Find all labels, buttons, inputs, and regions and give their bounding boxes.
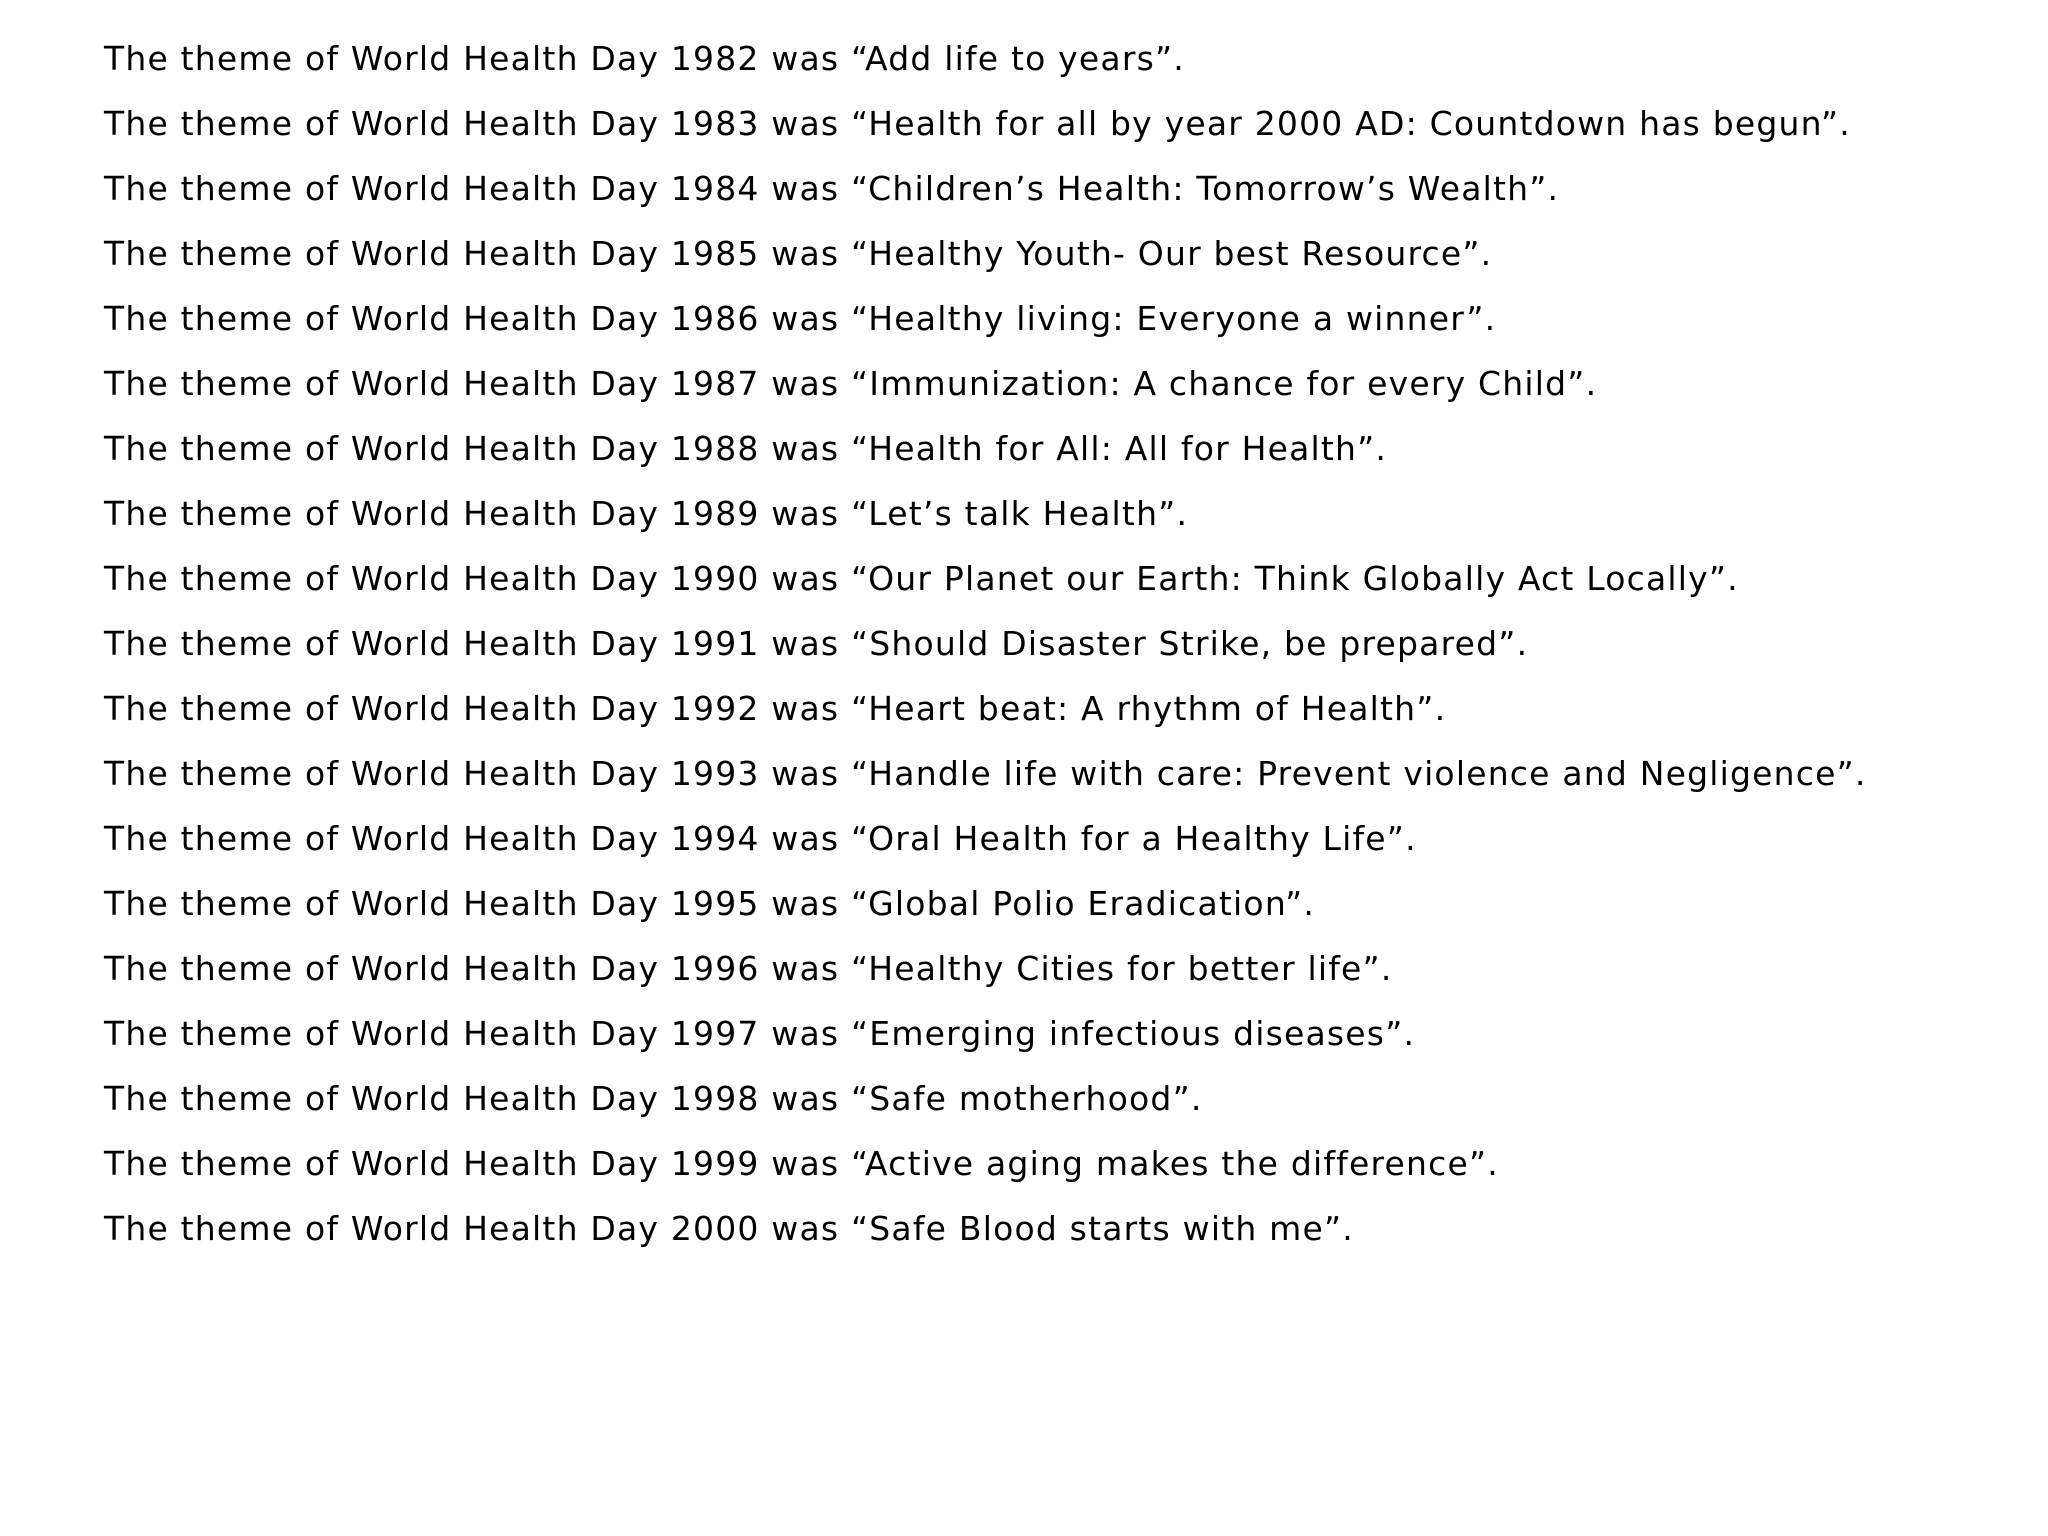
paragraph: The theme of World Health Day 1998 was “Safe motherhood”. xyxy=(104,1079,1203,1118)
paragraph: The theme of World Health Day 1991 was “Should Disaster Strike, be prepared”. xyxy=(104,624,1529,663)
document-body xyxy=(104,36,1980,1271)
paragraph: The theme of World Health Day 1987 was “Immunization: A chance for every Child”. xyxy=(104,364,1598,403)
paragraph: The theme of World Health Day 1997 was “Emerging infectious diseases”. xyxy=(104,1014,1416,1053)
paragraph: The theme of World Health Day 1984 was “Children’s Health: Tomorrow’s Wealth”. xyxy=(104,169,1560,208)
paragraph: The theme of World Health Day 1982 was “Add life to years”. xyxy=(104,39,1185,78)
paragraph: The theme of World Health Day 1986 was “Healthy living: Everyone a winner”. xyxy=(104,299,1497,338)
paragraph: The theme of World Health Day 1988 was “Health for All: All for Health”. xyxy=(104,429,1388,468)
paragraph: The theme of World Health Day 1992 was “Heart beat: A rhythm of Health”. xyxy=(104,689,1447,728)
paragraph: The theme of World Health Day 1990 was “Our Planet our Earth: Think Globally Act Locally”. xyxy=(104,559,1739,598)
paragraph: The theme of World Health Day 1983 was “Health for all by year 2000 AD: Countdown has begun”. xyxy=(104,104,1851,143)
paragraph: The theme of World Health Day 1995 was “Global Polio Eradication”. xyxy=(104,884,1316,923)
paragraph: The theme of World Health Day 2000 was “Safe Blood starts with me”. xyxy=(104,1209,1354,1248)
paragraph: The theme of World Health Day 1985 was “Healthy Youth- Our best Resource”. xyxy=(104,234,1493,273)
paragraph: The theme of World Health Day 1999 was “Active aging makes the difference”. xyxy=(104,1144,1499,1183)
paragraph: The theme of World Health Day 1989 was “Let’s talk Health”. xyxy=(104,494,1189,533)
paragraph: The theme of World Health Day 1993 was “Handle life with care: Prevent violence and Negligence”. xyxy=(104,754,1867,793)
paragraph: The theme of World Health Day 1994 was “Oral Health for a Healthy Life”. xyxy=(104,819,1417,858)
paragraph: The theme of World Health Day 1996 was “Healthy Cities for better life”. xyxy=(104,949,1393,988)
